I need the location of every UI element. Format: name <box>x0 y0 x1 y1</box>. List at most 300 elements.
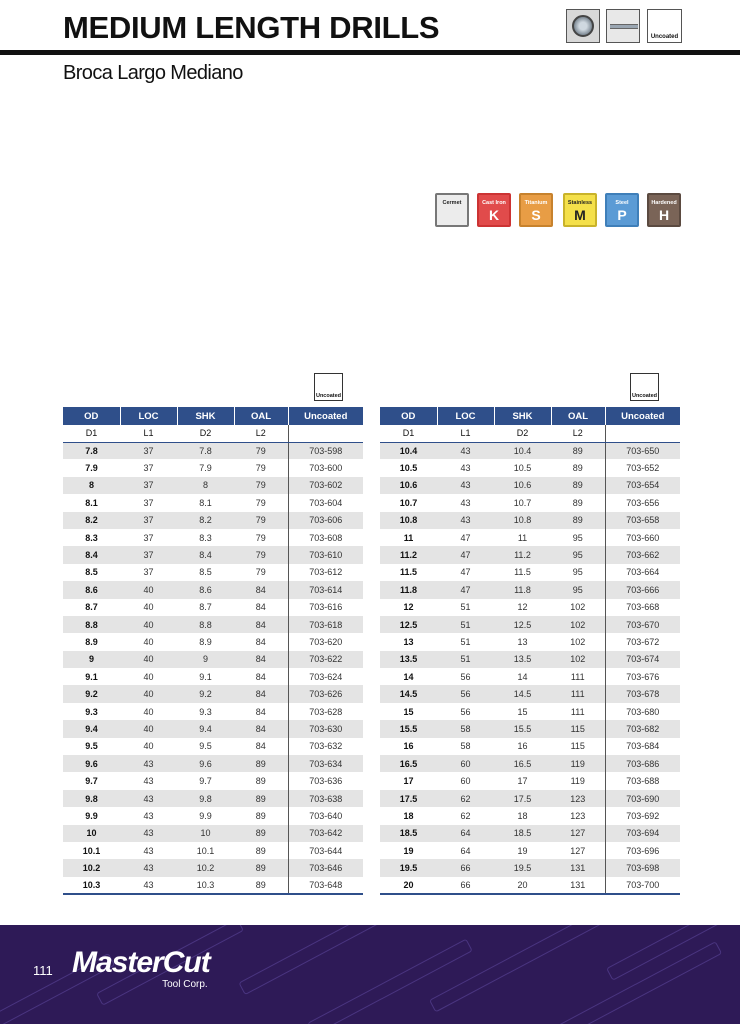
cell-shk: 8.6 <box>177 581 234 598</box>
cell-edp: 703-688 <box>605 772 680 789</box>
cell-shk: 8.9 <box>177 633 234 650</box>
cell-shk: 8.3 <box>177 529 234 546</box>
cell-edp: 703-664 <box>605 564 680 581</box>
cell-shk: 10.5 <box>494 459 551 476</box>
table-row <box>380 599 680 616</box>
cell-edp: 703-632 <box>288 738 363 755</box>
cell-edp: 703-636 <box>288 772 363 789</box>
cell-oal: 111 <box>551 685 605 702</box>
cell-edp: 703-662 <box>605 546 680 563</box>
cell-loc: 40 <box>120 633 177 650</box>
cell-od: 9.1 <box>63 668 120 685</box>
cell-oal: 84 <box>234 651 288 668</box>
drill-side-icon <box>606 9 640 43</box>
cell-oal: 79 <box>234 546 288 563</box>
col-header-loc: LOC <box>120 407 177 425</box>
cell-oal: 84 <box>234 738 288 755</box>
cell-edp: 703-690 <box>605 790 680 807</box>
cell-oal: 131 <box>551 859 605 876</box>
subheader-l2: L2 <box>551 425 605 442</box>
table-row <box>63 512 363 529</box>
cell-od: 10.2 <box>63 859 120 876</box>
cell-oal: 115 <box>551 738 605 755</box>
page-title: MEDIUM LENGTH DRILLS <box>63 10 440 45</box>
cell-edp: 703-670 <box>605 616 680 633</box>
cell-edp: 703-700 <box>605 877 680 894</box>
table-row <box>380 772 680 789</box>
cell-loc: 60 <box>437 772 494 789</box>
cell-edp: 703-678 <box>605 685 680 702</box>
table-row <box>380 477 680 494</box>
cell-shk: 11.8 <box>494 581 551 598</box>
cell-loc: 43 <box>120 755 177 772</box>
cell-edp: 703-602 <box>288 477 363 494</box>
cell-loc: 37 <box>120 494 177 511</box>
cell-edp: 703-600 <box>288 459 363 476</box>
cell-oal: 89 <box>234 790 288 807</box>
cell-loc: 56 <box>437 685 494 702</box>
cell-oal: 89 <box>551 459 605 476</box>
subheader-l2: L2 <box>234 425 288 442</box>
subheader-l1: L1 <box>120 425 177 442</box>
cell-edp: 703-650 <box>605 442 680 459</box>
cell-oal: 79 <box>234 529 288 546</box>
cell-edp: 703-640 <box>288 807 363 824</box>
cell-oal: 89 <box>234 807 288 824</box>
cell-od: 9.9 <box>63 807 120 824</box>
cell-shk: 8 <box>177 477 234 494</box>
title-rule <box>0 50 740 55</box>
cell-loc: 40 <box>120 599 177 616</box>
cell-oal: 95 <box>551 564 605 581</box>
cell-od: 9.5 <box>63 738 120 755</box>
table-row <box>380 790 680 807</box>
material-stainless: Stainless M <box>563 193 597 227</box>
cell-edp: 703-644 <box>288 842 363 859</box>
table-row <box>63 494 363 511</box>
cell-shk: 15 <box>494 703 551 720</box>
cell-loc: 66 <box>437 859 494 876</box>
cell-shk: 12.5 <box>494 616 551 633</box>
cell-edp: 703-608 <box>288 529 363 546</box>
cell-shk: 19 <box>494 842 551 859</box>
subheader-d2: D2 <box>494 425 551 442</box>
table-row <box>380 512 680 529</box>
cell-shk: 19.5 <box>494 859 551 876</box>
table-row <box>380 720 680 737</box>
cell-shk: 16.5 <box>494 755 551 772</box>
table-row <box>63 633 363 650</box>
cell-oal: 95 <box>551 546 605 563</box>
table-row <box>380 668 680 685</box>
cell-loc: 43 <box>437 477 494 494</box>
cell-edp: 703-642 <box>288 825 363 842</box>
table-row <box>63 825 363 842</box>
cell-od: 10.7 <box>380 494 437 511</box>
cell-oal: 84 <box>234 599 288 616</box>
cell-od: 19 <box>380 842 437 859</box>
cell-edp: 703-610 <box>288 546 363 563</box>
table-row <box>63 807 363 824</box>
cell-shk: 10.7 <box>494 494 551 511</box>
cell-loc: 43 <box>120 825 177 842</box>
cell-od: 9 <box>63 651 120 668</box>
cell-loc: 60 <box>437 755 494 772</box>
cell-od: 13 <box>380 633 437 650</box>
col-header-oal: OAL <box>551 407 605 425</box>
cell-od: 9.4 <box>63 720 120 737</box>
cell-oal: 119 <box>551 772 605 789</box>
cell-od: 12.5 <box>380 616 437 633</box>
cell-od: 9.6 <box>63 755 120 772</box>
drill-table-right <box>380 407 680 895</box>
cell-od: 9.3 <box>63 703 120 720</box>
cell-shk: 10.3 <box>177 877 234 894</box>
cell-oal: 123 <box>551 790 605 807</box>
cell-edp: 703-666 <box>605 581 680 598</box>
cell-od: 8.2 <box>63 512 120 529</box>
cell-edp: 703-672 <box>605 633 680 650</box>
table-row <box>380 633 680 650</box>
table-row <box>380 564 680 581</box>
cell-od: 20 <box>380 877 437 894</box>
cell-oal: 79 <box>234 477 288 494</box>
cell-edp: 703-654 <box>605 477 680 494</box>
cell-shk: 16 <box>494 738 551 755</box>
table-row <box>63 772 363 789</box>
cell-oal: 84 <box>234 685 288 702</box>
cell-loc: 40 <box>120 668 177 685</box>
cell-od: 15 <box>380 703 437 720</box>
cell-loc: 43 <box>120 807 177 824</box>
cell-oal: 84 <box>234 720 288 737</box>
cell-od: 8.8 <box>63 616 120 633</box>
col-header-od: OD <box>63 407 120 425</box>
cell-od: 8.4 <box>63 546 120 563</box>
cell-edp: 703-634 <box>288 755 363 772</box>
subheader-edp <box>288 425 363 442</box>
col-header-oal: OAL <box>234 407 288 425</box>
cell-edp: 703-618 <box>288 616 363 633</box>
table-row <box>380 859 680 876</box>
cell-loc: 47 <box>437 564 494 581</box>
table-row <box>380 581 680 598</box>
cell-shk: 10.6 <box>494 477 551 494</box>
cell-od: 18.5 <box>380 825 437 842</box>
cell-edp: 703-660 <box>605 529 680 546</box>
cell-od: 9.2 <box>63 685 120 702</box>
cell-od: 18 <box>380 807 437 824</box>
cell-loc: 40 <box>120 581 177 598</box>
cell-edp: 703-626 <box>288 685 363 702</box>
cell-loc: 43 <box>120 859 177 876</box>
cell-edp: 703-682 <box>605 720 680 737</box>
cell-oal: 102 <box>551 599 605 616</box>
cell-od: 16.5 <box>380 755 437 772</box>
cell-od: 17 <box>380 772 437 789</box>
cell-oal: 89 <box>551 442 605 459</box>
cell-od: 8.9 <box>63 633 120 650</box>
cell-oal: 95 <box>551 529 605 546</box>
page-subtitle: Broca Largo Mediano <box>63 62 243 84</box>
cell-shk: 9.3 <box>177 703 234 720</box>
cell-loc: 40 <box>120 720 177 737</box>
cell-shk: 10 <box>177 825 234 842</box>
table-row <box>63 859 363 876</box>
coating-box-right: Uncoated <box>630 373 659 401</box>
cell-oal: 89 <box>551 512 605 529</box>
cell-shk: 9.8 <box>177 790 234 807</box>
cell-shk: 12 <box>494 599 551 616</box>
cell-oal: 131 <box>551 877 605 894</box>
table-row <box>63 599 363 616</box>
cell-od: 13.5 <box>380 651 437 668</box>
material-cast-iron: Cast Iron K <box>477 193 511 227</box>
cell-od: 16 <box>380 738 437 755</box>
cell-edp: 703-694 <box>605 825 680 842</box>
cell-edp: 703-680 <box>605 703 680 720</box>
table-row <box>380 546 680 563</box>
cell-loc: 37 <box>120 546 177 563</box>
table-row <box>63 703 363 720</box>
cell-shk: 11.2 <box>494 546 551 563</box>
table-row <box>63 790 363 807</box>
cell-loc: 66 <box>437 877 494 894</box>
cell-oal: 127 <box>551 842 605 859</box>
cell-od: 7.9 <box>63 459 120 476</box>
material-cermet: Cermet <box>435 193 469 227</box>
cell-oal: 79 <box>234 512 288 529</box>
cell-shk: 20 <box>494 877 551 894</box>
cell-shk: 10.2 <box>177 859 234 876</box>
cell-loc: 40 <box>120 685 177 702</box>
cell-loc: 37 <box>120 512 177 529</box>
cell-od: 8.7 <box>63 599 120 616</box>
cell-edp: 703-598 <box>288 442 363 459</box>
cell-edp: 703-628 <box>288 703 363 720</box>
cell-oal: 89 <box>234 877 288 894</box>
cell-edp: 703-684 <box>605 738 680 755</box>
cell-edp: 703-658 <box>605 512 680 529</box>
table-row <box>380 807 680 824</box>
cell-oal: 127 <box>551 825 605 842</box>
cell-loc: 37 <box>120 564 177 581</box>
cell-od: 11 <box>380 529 437 546</box>
table-row <box>63 842 363 859</box>
subheader-d2: D2 <box>177 425 234 442</box>
cell-od: 11.5 <box>380 564 437 581</box>
subheader-l1: L1 <box>437 425 494 442</box>
cell-oal: 89 <box>551 494 605 511</box>
col-header-uncoated: Uncoated <box>288 407 363 425</box>
subheader-edp <box>605 425 680 442</box>
cell-od: 12 <box>380 599 437 616</box>
cell-loc: 64 <box>437 842 494 859</box>
cell-oal: 111 <box>551 668 605 685</box>
table-row <box>63 564 363 581</box>
cell-od: 15.5 <box>380 720 437 737</box>
cell-shk: 9.7 <box>177 772 234 789</box>
cell-od: 10 <box>63 825 120 842</box>
table-row <box>63 755 363 772</box>
cell-oal: 84 <box>234 581 288 598</box>
cell-shk: 13 <box>494 633 551 650</box>
subheader-d1: D1 <box>380 425 437 442</box>
cell-oal: 79 <box>234 442 288 459</box>
cell-shk: 17.5 <box>494 790 551 807</box>
cell-loc: 40 <box>120 651 177 668</box>
cell-od: 14.5 <box>380 685 437 702</box>
cell-edp: 703-616 <box>288 599 363 616</box>
cell-edp: 703-656 <box>605 494 680 511</box>
table-row <box>63 651 363 668</box>
cell-loc: 51 <box>437 651 494 668</box>
cell-edp: 703-620 <box>288 633 363 650</box>
cell-oal: 102 <box>551 616 605 633</box>
cell-edp: 703-648 <box>288 877 363 894</box>
col-header-uncoated: Uncoated <box>605 407 680 425</box>
table-row <box>63 877 363 894</box>
cell-loc: 43 <box>437 459 494 476</box>
table-row <box>380 755 680 772</box>
table-row <box>63 477 363 494</box>
col-header-loc: LOC <box>437 407 494 425</box>
cell-shk: 15.5 <box>494 720 551 737</box>
cell-loc: 37 <box>120 459 177 476</box>
cell-od: 10.4 <box>380 442 437 459</box>
table-row <box>380 738 680 755</box>
table-row <box>380 685 680 702</box>
cell-od: 11.8 <box>380 581 437 598</box>
cell-od: 19.5 <box>380 859 437 876</box>
cell-edp: 703-686 <box>605 755 680 772</box>
cell-oal: 84 <box>234 616 288 633</box>
cell-oal: 84 <box>234 668 288 685</box>
material-hardened: Hardened H <box>647 193 681 227</box>
cell-shk: 14.5 <box>494 685 551 702</box>
cell-oal: 84 <box>234 633 288 650</box>
drill-end-icon <box>566 9 600 43</box>
cell-oal: 79 <box>234 459 288 476</box>
table-row <box>63 546 363 563</box>
table-row <box>63 459 363 476</box>
cell-loc: 51 <box>437 599 494 616</box>
table-row <box>63 442 363 459</box>
cell-edp: 703-696 <box>605 842 680 859</box>
cell-od: 10.5 <box>380 459 437 476</box>
cell-loc: 43 <box>120 842 177 859</box>
cell-shk: 9.4 <box>177 720 234 737</box>
cell-loc: 58 <box>437 738 494 755</box>
cell-loc: 47 <box>437 529 494 546</box>
cell-shk: 9.9 <box>177 807 234 824</box>
cell-edp: 703-638 <box>288 790 363 807</box>
cell-shk: 18 <box>494 807 551 824</box>
cell-shk: 9.1 <box>177 668 234 685</box>
cell-loc: 58 <box>437 720 494 737</box>
page-number: 111 <box>33 963 53 978</box>
table-row <box>380 442 680 459</box>
material-titanium: Titanium S <box>519 193 553 227</box>
table-row <box>63 581 363 598</box>
cell-oal: 95 <box>551 581 605 598</box>
cell-od: 8.6 <box>63 581 120 598</box>
cell-od: 14 <box>380 668 437 685</box>
cell-loc: 43 <box>120 877 177 894</box>
cell-loc: 37 <box>120 442 177 459</box>
cell-oal: 89 <box>234 755 288 772</box>
cell-od: 10.8 <box>380 512 437 529</box>
table-row <box>380 703 680 720</box>
cell-od: 8.5 <box>63 564 120 581</box>
cell-shk: 14 <box>494 668 551 685</box>
cell-shk: 10.1 <box>177 842 234 859</box>
cell-oal: 89 <box>551 477 605 494</box>
cell-loc: 37 <box>120 477 177 494</box>
cell-edp: 703-652 <box>605 459 680 476</box>
coating-box-left: Uncoated <box>314 373 343 401</box>
cell-edp: 703-604 <box>288 494 363 511</box>
cell-shk: 8.8 <box>177 616 234 633</box>
col-header-shk: SHK <box>177 407 234 425</box>
coating-badge: Uncoated <box>647 9 682 43</box>
table-row <box>63 668 363 685</box>
cell-edp: 703-668 <box>605 599 680 616</box>
cell-oal: 102 <box>551 651 605 668</box>
cell-shk: 8.7 <box>177 599 234 616</box>
cell-edp: 703-624 <box>288 668 363 685</box>
cell-loc: 56 <box>437 668 494 685</box>
table-row <box>380 877 680 894</box>
cell-od: 10.1 <box>63 842 120 859</box>
cell-shk: 11 <box>494 529 551 546</box>
cell-od: 8.3 <box>63 529 120 546</box>
table-row <box>63 685 363 702</box>
table-row <box>380 616 680 633</box>
table-row <box>63 529 363 546</box>
cell-edp: 703-614 <box>288 581 363 598</box>
cell-loc: 56 <box>437 703 494 720</box>
cell-od: 17.5 <box>380 790 437 807</box>
cell-oal: 79 <box>234 564 288 581</box>
cell-edp: 703-622 <box>288 651 363 668</box>
cell-oal: 115 <box>551 720 605 737</box>
cell-shk: 17 <box>494 772 551 789</box>
table-row <box>63 738 363 755</box>
cell-oal: 84 <box>234 703 288 720</box>
cell-oal: 123 <box>551 807 605 824</box>
cell-loc: 43 <box>120 772 177 789</box>
cell-loc: 43 <box>437 512 494 529</box>
cell-loc: 40 <box>120 616 177 633</box>
cell-shk: 9.2 <box>177 685 234 702</box>
cell-shk: 8.4 <box>177 546 234 563</box>
cell-shk: 9.6 <box>177 755 234 772</box>
cell-shk: 8.2 <box>177 512 234 529</box>
cell-od: 8 <box>63 477 120 494</box>
cell-oal: 89 <box>234 859 288 876</box>
table-row <box>380 651 680 668</box>
cell-od: 9.7 <box>63 772 120 789</box>
cell-loc: 40 <box>120 703 177 720</box>
material-steel: Steel P <box>605 193 639 227</box>
cell-loc: 43 <box>437 494 494 511</box>
cell-edp: 703-676 <box>605 668 680 685</box>
cell-loc: 43 <box>120 790 177 807</box>
table-row <box>63 616 363 633</box>
cell-od: 11.2 <box>380 546 437 563</box>
cell-edp: 703-612 <box>288 564 363 581</box>
